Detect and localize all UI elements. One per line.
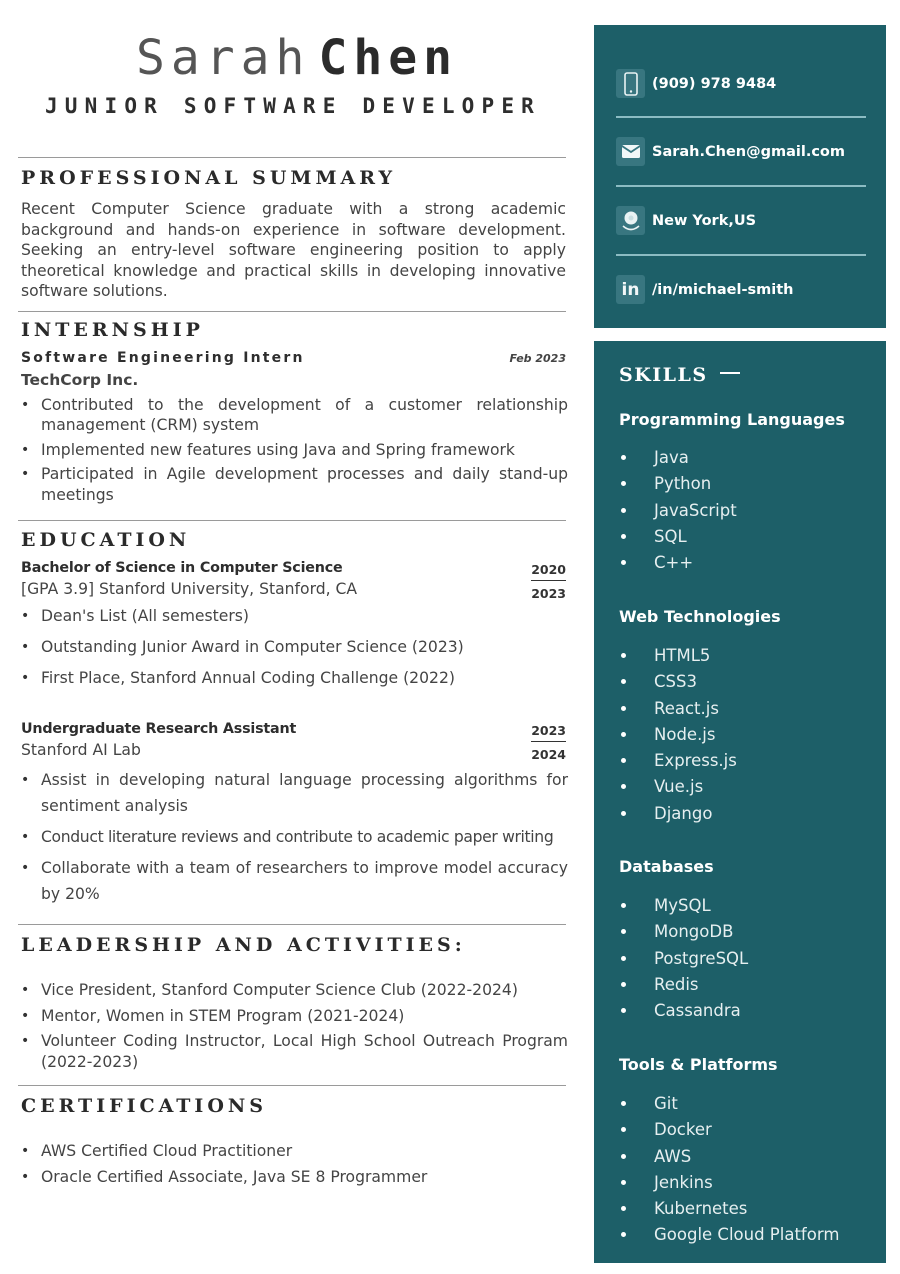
education-entry-header — [21, 560, 566, 601]
resume-header — [18, 0, 568, 157]
skill-item: Kubernetes — [619, 1196, 839, 1222]
last-name: Chen — [318, 30, 459, 86]
skill-item: MySQL — [619, 893, 748, 919]
skill-item: CSS3 — [619, 669, 737, 695]
section-divider — [18, 924, 566, 925]
linkedin-icon: in — [616, 275, 645, 304]
skill-item: Cassandra — [619, 998, 748, 1024]
section-divider — [18, 520, 566, 521]
list-item: • AWS Certified Cloud Practitioner — [21, 1141, 568, 1162]
leadership-heading: LEADERSHIP AND ACTIVITIES: — [21, 934, 466, 956]
contact-panel — [594, 25, 886, 328]
internship-header — [21, 350, 566, 366]
contact-divider — [616, 116, 866, 118]
education-years — [531, 562, 566, 601]
internship-bullets — [21, 395, 568, 506]
start-year: 2023 — [531, 723, 566, 742]
list-item: • Implemented new features using Java and Spring framework — [21, 440, 568, 461]
skill-item: PostgreSQL — [619, 946, 748, 972]
candidate-name — [18, 30, 568, 86]
skill-category-title: Tools & Platforms — [619, 1055, 778, 1074]
skill-item: Docker — [619, 1117, 839, 1143]
list-item: • Oracle Certified Associate, Java SE 8 Programmer — [21, 1167, 568, 1188]
list-item: • Outstanding Junior Award in Computer Science (2023) — [21, 637, 568, 658]
skill-list-tools — [619, 1091, 839, 1249]
skill-item: Vue.js — [619, 774, 737, 800]
contact-divider — [616, 185, 866, 187]
contact-linkedin[interactable] — [616, 275, 793, 304]
internship-company: TechCorp Inc. — [21, 370, 139, 389]
job-role-title: JUNIOR SOFTWARE DEVELOPER — [44, 94, 542, 118]
summary-heading: PROFESSIONAL SUMMARY — [21, 167, 397, 189]
main-column — [18, 0, 568, 1187]
internship-date: Feb 2023 — [509, 351, 566, 365]
skill-item: Redis — [619, 972, 748, 998]
phone-icon — [616, 69, 645, 98]
skill-item: SQL — [619, 524, 737, 550]
research-title: Undergraduate Research Assistant — [21, 721, 297, 737]
contact-email[interactable] — [616, 137, 845, 166]
skill-item: Django — [619, 801, 737, 827]
skill-item: Express.js — [619, 748, 737, 774]
skill-item: React.js — [619, 696, 737, 722]
location-text: New York,US — [652, 212, 757, 229]
skill-category-title: Programming Languages — [619, 410, 845, 429]
skill-category-title: Web Technologies — [619, 607, 781, 626]
degree-title: Bachelor of Science in Computer Science — [21, 560, 343, 576]
internship-heading: INTERNSHIP — [21, 318, 204, 341]
skill-item: Git — [619, 1091, 839, 1117]
phone-number: (909) 978 9484 — [652, 75, 777, 92]
skill-item: Java — [619, 445, 737, 471]
internship-job-title: Software Engineering Intern — [21, 349, 305, 366]
section-divider — [18, 311, 566, 312]
list-item: • Assist in developing natural language processing algorithms for sentiment analysis — [21, 767, 568, 819]
summary-text: Recent Computer Science graduate with a strong academic background and hands-on experience in software development. Seeking an entry-level software engineering position to apply theoretical knowledge and practical skills in developing innovative software solutions. — [21, 200, 566, 300]
skills-panel — [594, 341, 886, 1263]
skill-list-programming — [619, 445, 737, 576]
list-item: • Conduct literature reviews and contribute to academic paper writing — [21, 824, 568, 850]
skill-item: Jenkins — [619, 1170, 839, 1196]
email-address: Sarah.Chen@gmail.com — [652, 143, 846, 160]
skill-item: C++ — [619, 550, 737, 576]
contact-location — [616, 206, 756, 235]
skill-list-databases — [619, 893, 748, 1024]
contact-phone[interactable] — [616, 69, 776, 98]
certification-bullets — [21, 1141, 568, 1187]
end-year: 2024 — [531, 747, 566, 762]
leadership-bullets — [21, 980, 568, 1072]
linkedin-handle: /in/michael-smith — [652, 281, 794, 298]
education-heading: EDUCATION — [21, 529, 191, 551]
contact-divider — [616, 254, 866, 256]
research-years — [531, 723, 566, 762]
skill-item: Node.js — [619, 722, 737, 748]
skill-list-web — [619, 643, 737, 827]
heading-dash — [720, 372, 740, 374]
research-entry-header — [21, 721, 566, 762]
education-bullets — [21, 606, 568, 689]
section-divider — [18, 1085, 566, 1086]
list-item: • Dean's List (All semesters) — [21, 606, 568, 627]
location-pin-icon — [616, 206, 645, 235]
start-year: 2020 — [531, 562, 566, 581]
list-item: • Mentor, Women in STEM Program (2021-2024) — [21, 1006, 568, 1027]
certifications-heading: CERTIFICATIONS — [21, 1095, 267, 1117]
email-icon — [616, 137, 645, 166]
list-item: • Volunteer Coding Instructor, Local High School Outreach Program (2022-2023) — [21, 1031, 568, 1072]
first-name: Sarah — [135, 30, 311, 86]
end-year: 2023 — [531, 586, 566, 601]
skills-heading: SKILLS — [619, 364, 740, 386]
section-divider — [18, 157, 566, 158]
skill-item: MongoDB — [619, 919, 748, 945]
skill-item: Google Cloud Platform — [619, 1222, 839, 1248]
list-item: • Contributed to the development of a customer relationship management (CRM) system — [21, 395, 568, 436]
research-bullets — [21, 767, 568, 907]
list-item: • Participated in Agile development processes and daily stand-up meetings — [21, 464, 568, 505]
research-org: Stanford AI Lab — [21, 741, 141, 759]
list-item: • Vice President, Stanford Computer Science Club (2022-2024) — [21, 980, 568, 1001]
skill-category-title: Databases — [619, 857, 714, 876]
skill-item: JavaScript — [619, 498, 737, 524]
list-item: • First Place, Stanford Annual Coding Challenge (2022) — [21, 668, 568, 689]
skill-item: HTML5 — [619, 643, 737, 669]
skill-item: Python — [619, 471, 737, 497]
skill-item: AWS — [619, 1144, 839, 1170]
school-info: [GPA 3.9] Stanford University, Stanford, CA — [21, 580, 358, 598]
list-item: • Collaborate with a team of researchers to improve model accuracy by 20% — [21, 855, 568, 907]
